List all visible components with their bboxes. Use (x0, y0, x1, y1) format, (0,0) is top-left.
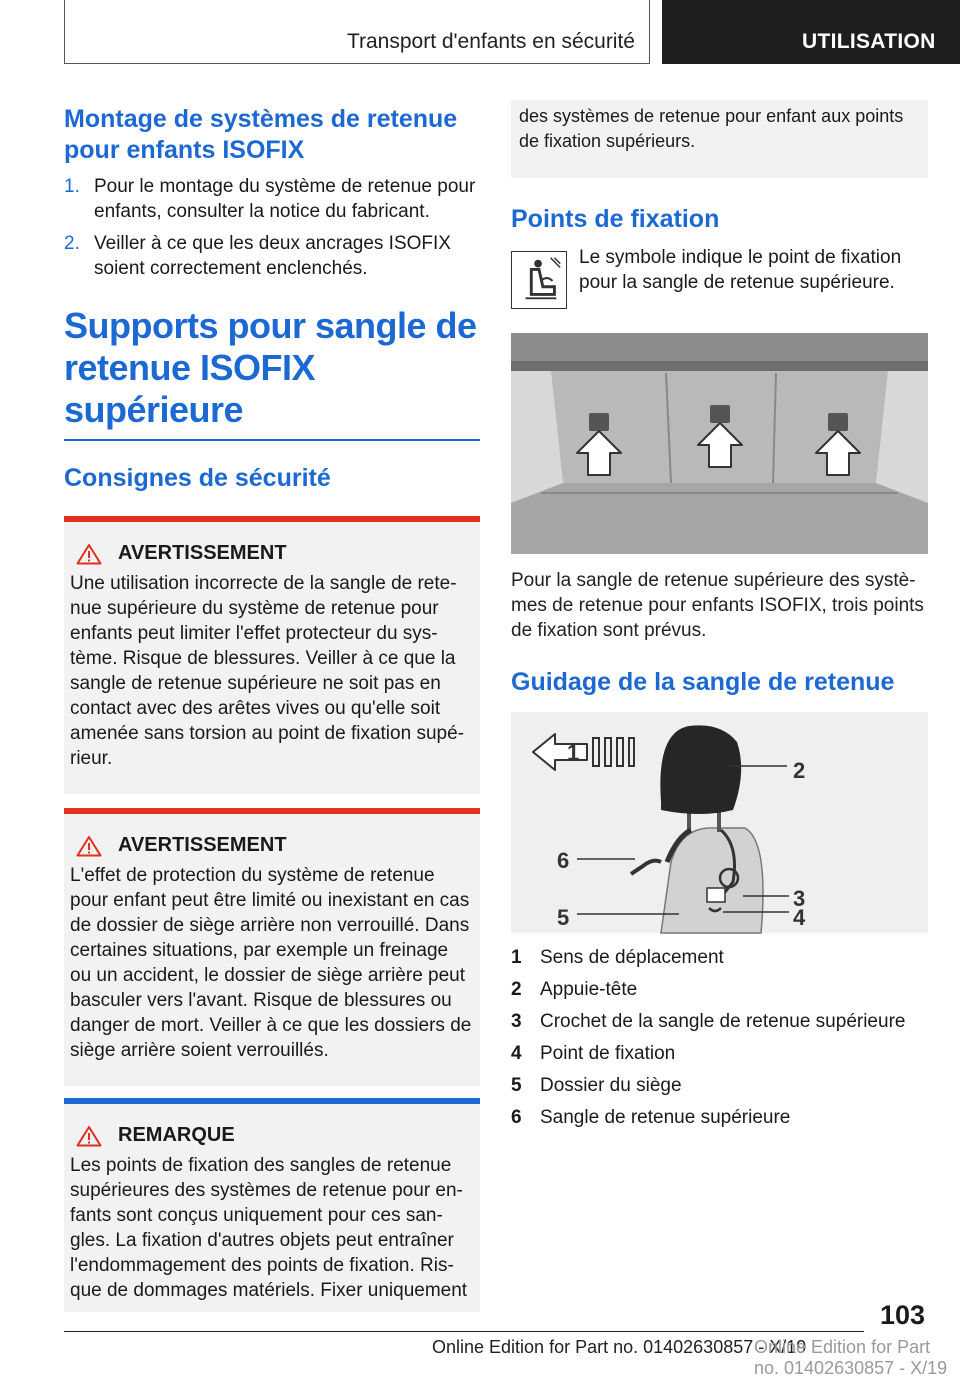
legend-text: Dossier du siège (540, 1075, 682, 1096)
note-continuation: des systèmes de retenue pour enfant aux points de fixation supérieurs. (511, 100, 928, 178)
note-header (70, 1124, 474, 1147)
points-title: Points de fixation (511, 205, 720, 233)
note-text: Les points de fixation des sangles de retenue supérieures des systèmes de retenue pour en-fants sont conçus uniquement pour ces san-gles. La fixation d'autres objets peut entraîner l'endommagement des points de fixation. Ris-que de dommages matériels. Fixer uniquement (70, 1155, 468, 1301)
tether-anchor-symbol-icon (511, 251, 567, 309)
step-item (64, 231, 480, 281)
warning-header (70, 542, 474, 565)
guide-title: Guidage de la sangle de retenue (511, 668, 895, 696)
legend-item (511, 1105, 928, 1130)
header-section-box (64, 0, 650, 64)
legend-text: Crochet de la sangle de retenue supérieure (540, 1011, 906, 1032)
legend-text: Sangle de retenue supérieure (540, 1107, 791, 1128)
legend-item (511, 1073, 928, 1098)
supports-title: Supports pour sangle de retenue ISOFIX supérieure (64, 305, 477, 430)
warning-text: Une utilisation incorrecte de la sangle de rete-nue supérieure du système de retenue pour enfants peut limiter l'effet protecteur du sys-tème. Risque de blessures. Veiller à ce que la sangle de retenue supérieure ne soit pas en contact avec des arêtes vives ou qu'elle soit amenée sans torsion au point de fixation supé-rieur. (70, 573, 464, 769)
warning-triangle-icon (76, 1125, 102, 1147)
warning-header (70, 834, 474, 857)
legend-item (511, 1041, 928, 1066)
step-text: Pour le montage du système de retenue pour enfants, consulter la notice du fabricant. (94, 176, 476, 222)
footer-edition: Online Edition for Part no. 01402630857 - X/19 (432, 1337, 807, 1357)
legend-text: Point de fixation (540, 1043, 676, 1064)
warning-triangle-icon (76, 835, 102, 857)
callout-legend (511, 945, 928, 1130)
legend-item (511, 977, 928, 1002)
callout-2: 2 (793, 758, 806, 783)
legend-item (511, 945, 928, 970)
legend-number: 4 (511, 1043, 522, 1064)
warning-box-2 (64, 808, 480, 1086)
note-label: REMARQUE (118, 1124, 235, 1146)
callout-5: 5 (557, 905, 570, 930)
step-number: 1. (64, 176, 80, 197)
legend-item (511, 1009, 928, 1034)
callout-3: 3 (793, 886, 806, 911)
warning-box-1 (64, 516, 480, 794)
mount-title: Montage de systèmes de retenue pour enfants ISOFIX (64, 105, 458, 164)
watermark-text: Online Edition for Part no. 01402630857 - X/19 (754, 1337, 948, 1378)
mount-steps (64, 174, 480, 281)
legend-number: 3 (511, 1011, 522, 1032)
callout-6: 6 (557, 848, 570, 873)
left-column (64, 100, 480, 1312)
legend-number: 2 (511, 979, 522, 1000)
points-description: Pour la sangle de retenue supérieure des systè-mes de retenue pour enfants ISOFIX, trois points de fixation sont prévus. (511, 570, 924, 641)
warning-text: L'effet de protection du système de retenue pour enfant peut être limité ou inexistant en cas de dossier de siège arrière non verrouillé. Dans certaines situations, par exemple un freinage ou un accident, le dossier de siège arrière peut basculer vers l'avant. Risque de blessures ou danger de mort. Veiller à ce que les dossiers de siège arrière soient verrouillés. (70, 865, 472, 1061)
callout-1: 1 (567, 740, 580, 765)
header-chapter-title: UTILISATION (802, 30, 936, 53)
legend-text: Sens de déplacement (540, 947, 724, 968)
legend-number: 6 (511, 1107, 522, 1128)
right-column (511, 100, 928, 1137)
note-box (64, 1098, 480, 1312)
page-number: 103 (880, 1300, 926, 1330)
supports-heading-block (64, 305, 480, 441)
symbol-row (511, 245, 928, 309)
legend-text: Appuie-tête (540, 979, 638, 1000)
step-number: 2. (64, 233, 80, 254)
symbol-description: Le symbole indique le point de fixation pour la sangle de retenue supérieure. (579, 247, 902, 293)
warning-triangle-icon (76, 543, 102, 565)
warning-label: AVERTISSEMENT (118, 834, 287, 856)
step-item (64, 174, 480, 224)
footer-divider (64, 1331, 864, 1332)
legend-number: 5 (511, 1075, 522, 1096)
strap-guide-illustration (511, 712, 928, 933)
step-text: Veiller à ce que les deux ancrages ISOFIX soient correctement enclenchés. (94, 233, 451, 279)
safety-title: Consignes de sécurité (64, 464, 331, 492)
warning-label: AVERTISSEMENT (118, 542, 287, 564)
trunk-anchors-photo (511, 333, 928, 554)
header-section-title: Transport d'enfants en sécurité (346, 30, 635, 53)
callout-4: 4 (793, 905, 806, 930)
legend-number: 1 (511, 947, 522, 968)
header-chapter-tab (662, 0, 960, 64)
